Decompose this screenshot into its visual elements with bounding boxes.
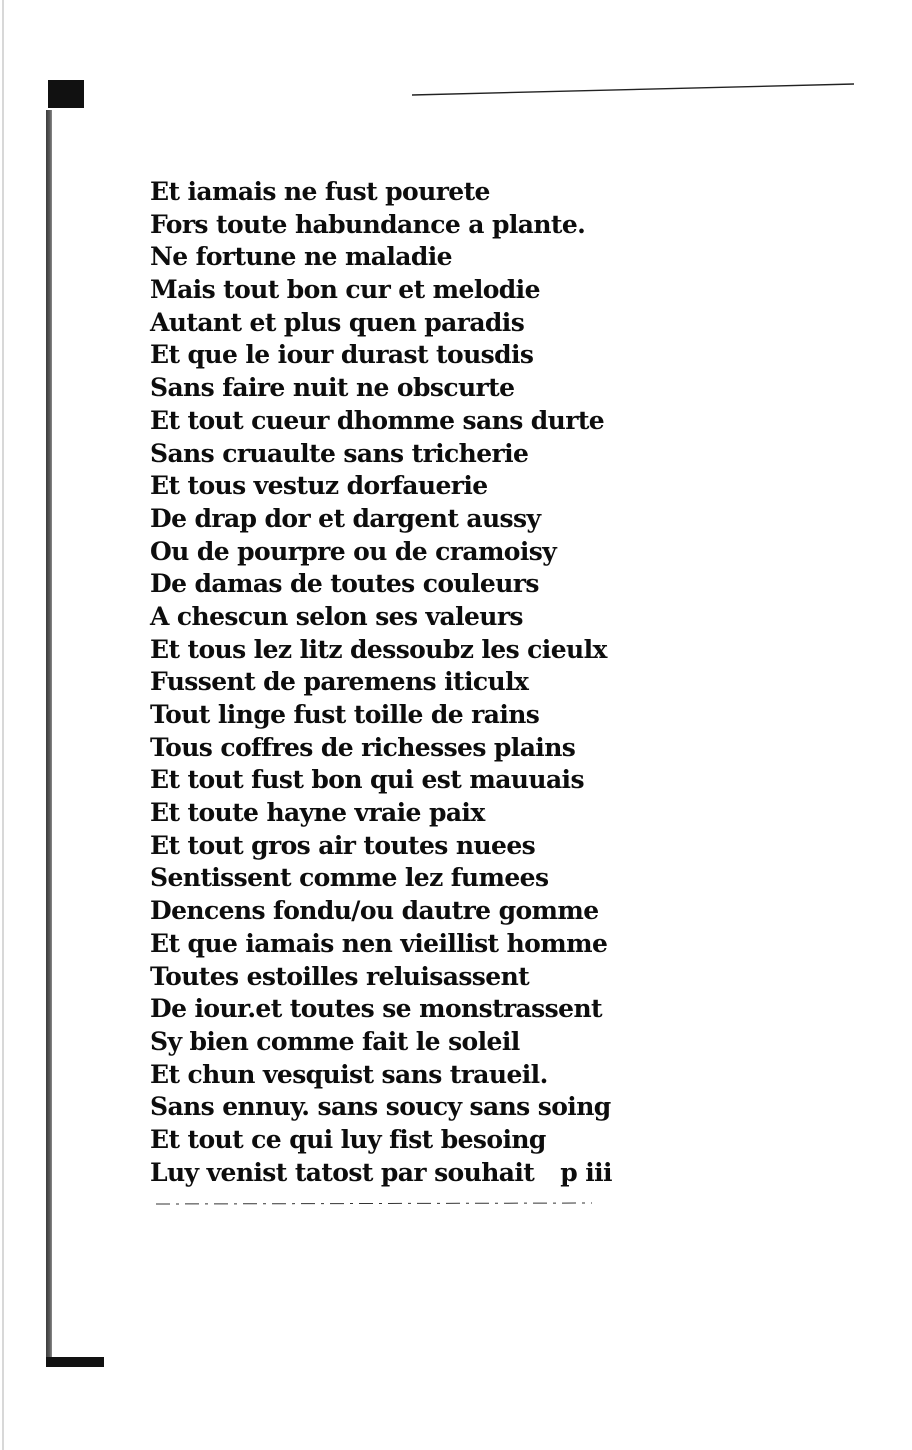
verse-line: A chescun selon ses valeurs: [150, 601, 523, 631]
verse-line: Ou de pourpre ou de cramoisy: [150, 536, 557, 566]
verse-line: Fors toute habundance a plante.: [150, 209, 586, 239]
verse-line: Et iamais ne fust pourete: [150, 177, 490, 206]
verse-line: Et tout cueur dhomme sans durte: [150, 405, 605, 435]
verse-line: Et tout ce qui luy fist besoing: [150, 1124, 546, 1154]
verse-line: Sans ennuy. sans soucy sans soing: [150, 1092, 611, 1122]
last-verse-line: [150, 1157, 620, 1190]
verse-line: Et tout gros air toutes nuees: [150, 830, 536, 860]
verse-line: Ne fortune ne maladie: [150, 242, 452, 272]
top-rule: [412, 83, 854, 97]
verse-line: Toutes estoilles reluisassent: [150, 961, 530, 991]
corner-ink-mark: [48, 80, 84, 108]
verse-line: Autant et plus quen paradis: [150, 307, 525, 337]
bottom-rule: [156, 1200, 592, 1208]
verse-line: De damas de toutes couleurs: [150, 569, 539, 599]
verse-line: Sy bien comme fait le soleil: [150, 1026, 520, 1056]
verse-line: Tous coffres de richesses plains: [150, 732, 576, 762]
verse-line: Sentissent comme lez fumees: [150, 863, 549, 893]
verse-line: Et que iamais nen vieillist homme: [150, 928, 608, 958]
verse-text: [150, 176, 620, 1189]
verse-line: Et tous lez litz dessoubz les cieulx: [150, 634, 607, 664]
verse-line: Et toute hayne vraie paix: [150, 798, 485, 828]
verse-line: Et tous vestuz dorfauerie: [150, 471, 488, 501]
verse-line: Sans cruaulte sans tricherie: [150, 438, 529, 468]
verse-line: De iour.et toutes se monstrassent: [150, 994, 602, 1024]
page-edge: [2, 0, 4, 1450]
verse-line: De drap dor et dargent aussy: [150, 503, 541, 533]
verse-line: Tout linge fust toille de rains: [150, 700, 540, 729]
verse-line: Sans faire nuit ne obscurte: [150, 373, 515, 403]
binding-shadow: [46, 110, 52, 1360]
verse-line: Mais tout bon cur et melodie: [150, 275, 540, 305]
verse-line: Et chun vesquist sans traueil.: [150, 1059, 548, 1089]
verse-line: Luy venist tatost par souhait: [150, 1157, 535, 1187]
verse-line: Et tout fust bon qui est mauuais: [150, 765, 584, 795]
verse-line: Dencens fondu/ou dautre gomme: [150, 896, 599, 926]
verse-line: Et que le iour durast tousdis: [150, 340, 534, 370]
verse-line: Fussent de paremens iticulx: [150, 667, 529, 697]
binding-foot-mark: [46, 1357, 104, 1367]
signature-mark: p iii: [560, 1157, 612, 1187]
